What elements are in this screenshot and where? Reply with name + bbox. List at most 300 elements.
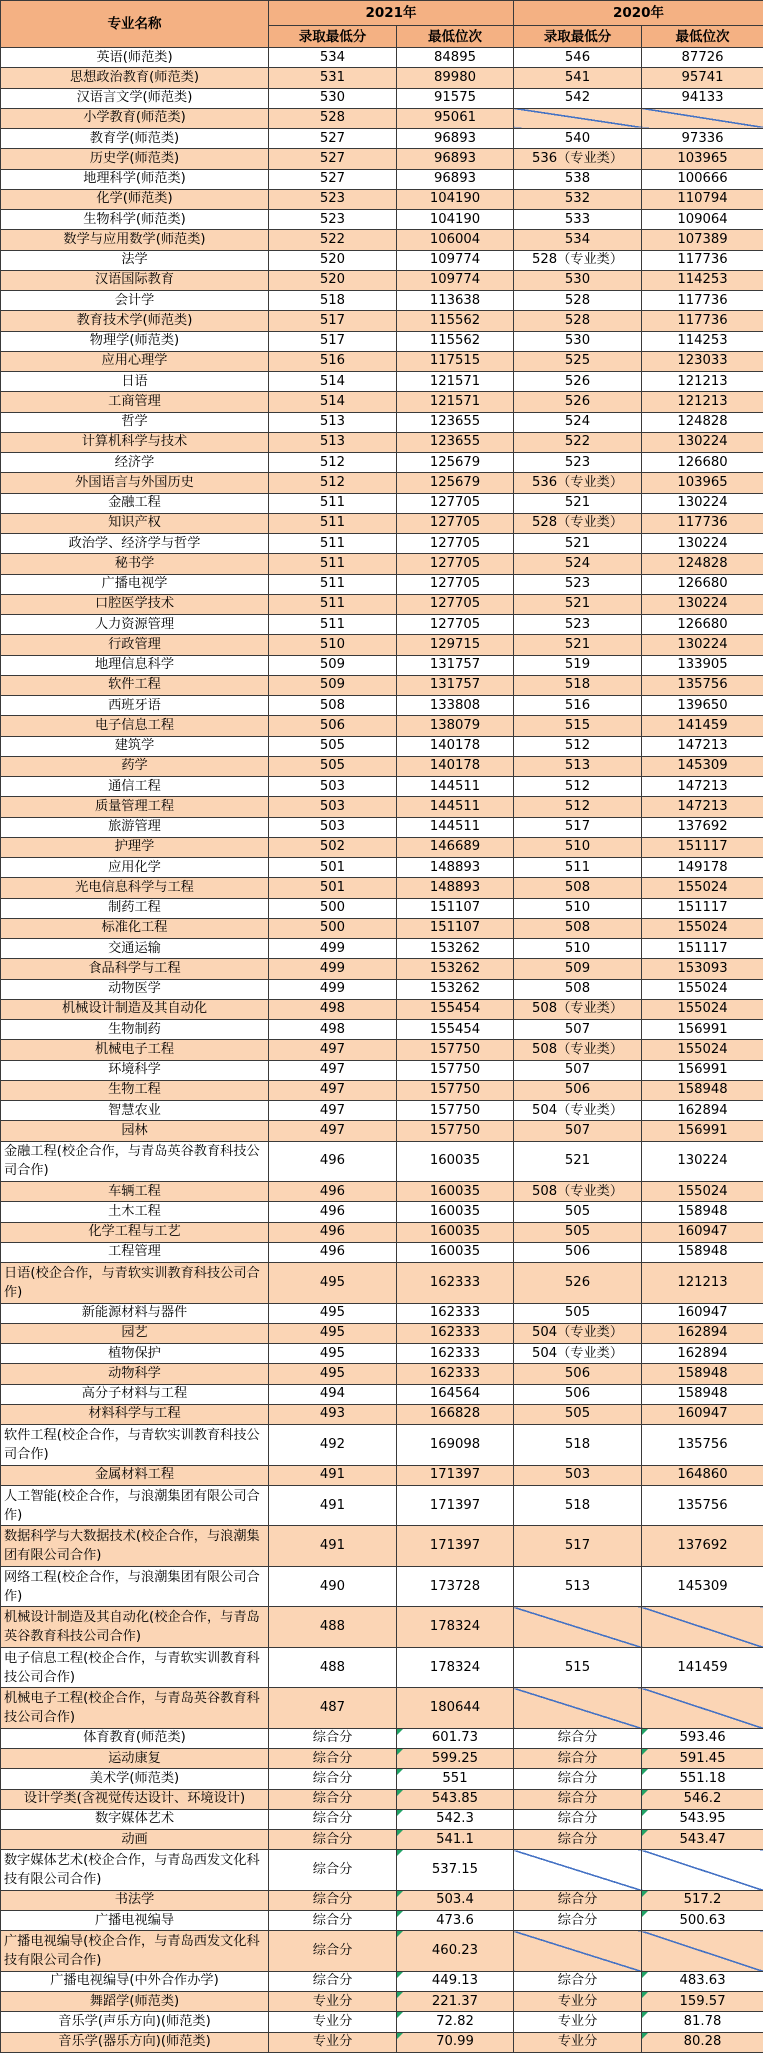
- min-score-2021-cell: 503: [269, 777, 397, 797]
- min-score-2020-cell: 523: [514, 615, 642, 635]
- min-score-2021-cell: 496: [269, 1242, 397, 1262]
- header-year-2021: 2021年: [269, 1, 514, 26]
- min-rank-2020-cell: [642, 108, 763, 128]
- min-rank-2021-cell: 473.6: [397, 1911, 514, 1931]
- table-row: [1, 88, 763, 108]
- min-score-2021-cell: 509: [269, 675, 397, 695]
- major-name-cell: 音乐学(器乐方向)(师范类): [1, 2032, 269, 2052]
- min-rank-2021-cell: 541.1: [397, 1830, 514, 1850]
- min-score-2021-cell: 511: [269, 594, 397, 614]
- min-score-2021-cell: 498: [269, 1020, 397, 1040]
- min-rank-2020-cell: 117736: [642, 513, 763, 533]
- min-rank-2020-cell: 114253: [642, 331, 763, 351]
- min-rank-2021-cell: 91575: [397, 88, 514, 108]
- min-rank-2021-cell: 127705: [397, 534, 514, 554]
- min-rank-2021-cell: 537.15: [397, 1850, 514, 1891]
- min-score-2020-cell: 512: [514, 797, 642, 817]
- min-score-2020-cell: 503: [514, 1465, 642, 1485]
- min-rank-2020-cell: 162894: [642, 1344, 763, 1364]
- min-score-2021-cell: 527: [269, 129, 397, 149]
- major-name-cell: 广播电视编导(中外合作办学): [1, 1971, 269, 1991]
- major-name-cell: 环境科学: [1, 1060, 269, 1080]
- major-name-cell: 秘书学: [1, 554, 269, 574]
- major-name-cell: 口腔医学技术: [1, 594, 269, 614]
- min-rank-2020-cell: 124828: [642, 412, 763, 432]
- min-rank-2021-cell: 599.25: [397, 1749, 514, 1769]
- major-name-cell: 交通运输: [1, 939, 269, 959]
- min-rank-2020-cell: 160947: [642, 1303, 763, 1323]
- major-name-cell: 动物科学: [1, 1364, 269, 1384]
- major-name-cell: 广播电视学: [1, 574, 269, 594]
- table-row: [1, 1911, 763, 1931]
- min-score-2021-cell: 综合分: [269, 1809, 397, 1829]
- min-rank-2020-cell: 155024: [642, 1040, 763, 1060]
- major-name-cell: 数据科学与大数据技术(校企合作，与浪潮集团有限公司合作): [1, 1526, 269, 1567]
- min-score-2020-cell: 综合分: [514, 1728, 642, 1748]
- table-row: [1, 1020, 763, 1040]
- table-row: [1, 615, 763, 635]
- min-rank-2020-cell: 158948: [642, 1384, 763, 1404]
- table-row: [1, 2012, 763, 2032]
- major-name-cell: 车辆工程: [1, 1182, 269, 1202]
- major-name-cell: 教育技术学(师范类): [1, 311, 269, 331]
- major-name-cell: 汉语国际教育: [1, 270, 269, 290]
- min-score-2020-cell: 505: [514, 1404, 642, 1424]
- min-rank-2021-cell: 96893: [397, 149, 514, 169]
- table-row: [1, 1384, 763, 1404]
- min-rank-2020-cell: 593.46: [642, 1728, 763, 1748]
- min-rank-2021-cell: 109774: [397, 250, 514, 270]
- min-rank-2021-cell: 127705: [397, 513, 514, 533]
- min-score-2021-cell: 518: [269, 291, 397, 311]
- min-score-2020-cell: 526: [514, 372, 642, 392]
- min-score-2020-cell: 504（专业类）: [514, 1344, 642, 1364]
- min-rank-2020-cell: 103965: [642, 473, 763, 493]
- min-rank-2020-cell: 151117: [642, 939, 763, 959]
- min-rank-2021-cell: 115562: [397, 311, 514, 331]
- min-rank-2020-cell: 109064: [642, 210, 763, 230]
- table-row: [1, 1060, 763, 1080]
- min-score-2021-cell: 496: [269, 1202, 397, 1222]
- min-score-2021-cell: 511: [269, 534, 397, 554]
- min-score-2021-cell: 487: [269, 1688, 397, 1729]
- major-name-cell: 知识产权: [1, 513, 269, 533]
- min-score-2021-cell: 511: [269, 493, 397, 513]
- min-rank-2020-cell: 147213: [642, 777, 763, 797]
- table-row: [1, 736, 763, 756]
- min-rank-2021-cell: 84895: [397, 48, 514, 68]
- min-score-2021-cell: 500: [269, 898, 397, 918]
- min-score-2021-cell: 497: [269, 1060, 397, 1080]
- min-score-2020-cell: 519: [514, 655, 642, 675]
- major-name-cell: 数学与应用数学(师范类): [1, 230, 269, 250]
- table-row: [1, 311, 763, 331]
- min-rank-2021-cell: 160035: [397, 1242, 514, 1262]
- table-row: [1, 210, 763, 230]
- min-score-2021-cell: 501: [269, 858, 397, 878]
- min-rank-2020-cell: 121213: [642, 392, 763, 412]
- min-score-2020-cell: 526: [514, 392, 642, 412]
- min-score-2021-cell: 497: [269, 1101, 397, 1121]
- min-score-2021-cell: 531: [269, 68, 397, 88]
- major-name-cell: 食品科学与工程: [1, 959, 269, 979]
- major-name-cell: 会计学: [1, 291, 269, 311]
- min-rank-2020-cell: 483.63: [642, 1971, 763, 1991]
- min-score-2021-cell: 511: [269, 574, 397, 594]
- major-name-cell: 数字媒体艺术: [1, 1809, 269, 1829]
- major-name-cell: 日语(校企合作，与青软实训教育科技公司合作): [1, 1263, 269, 1304]
- min-rank-2021-cell: 157750: [397, 1101, 514, 1121]
- major-name-cell: 音乐学(声乐方向)(师范类): [1, 2012, 269, 2032]
- min-rank-2021-cell: 144511: [397, 817, 514, 837]
- min-rank-2020-cell: 133905: [642, 655, 763, 675]
- min-score-2021-cell: 综合分: [269, 1789, 397, 1809]
- min-score-2020-cell: 506: [514, 1364, 642, 1384]
- min-rank-2021-cell: 449.13: [397, 1971, 514, 1991]
- min-rank-2020-cell: 130224: [642, 1141, 763, 1182]
- min-score-2020-cell: 507: [514, 1121, 642, 1141]
- min-score-2021-cell: 495: [269, 1303, 397, 1323]
- table-row: [1, 1526, 763, 1567]
- major-name-cell: 机械电子工程(校企合作，与青岛英谷教育科技公司合作): [1, 1688, 269, 1729]
- min-rank-2021-cell: 127705: [397, 594, 514, 614]
- min-rank-2021-cell: 146689: [397, 837, 514, 857]
- table-row: [1, 1607, 763, 1648]
- min-score-2020-cell: 507: [514, 1060, 642, 1080]
- min-rank-2021-cell: 151107: [397, 898, 514, 918]
- min-score-2021-cell: 523: [269, 210, 397, 230]
- min-rank-2020-cell: 158948: [642, 1364, 763, 1384]
- min-score-2021-cell: 513: [269, 432, 397, 452]
- table-row: [1, 797, 763, 817]
- min-rank-2020-cell: 147213: [642, 797, 763, 817]
- min-score-2020-cell: 508（专业类）: [514, 1182, 642, 1202]
- min-score-2020-cell: 518: [514, 1485, 642, 1526]
- min-rank-2021-cell: 551: [397, 1769, 514, 1789]
- min-rank-2021-cell: 543.85: [397, 1789, 514, 1809]
- min-rank-2020-cell: 149178: [642, 858, 763, 878]
- min-score-2020-cell: 511: [514, 858, 642, 878]
- min-rank-2020-cell: 130224: [642, 432, 763, 452]
- table-row: [1, 250, 763, 270]
- min-rank-2021-cell: 178324: [397, 1607, 514, 1648]
- min-score-2020-cell: 综合分: [514, 1769, 642, 1789]
- table-row: [1, 1850, 763, 1891]
- major-name-cell: 日语: [1, 372, 269, 392]
- min-rank-2020-cell: 156991: [642, 1121, 763, 1141]
- min-rank-2021-cell: 153262: [397, 939, 514, 959]
- min-rank-2021-cell: 178324: [397, 1647, 514, 1688]
- min-rank-2020-cell: 117736: [642, 311, 763, 331]
- min-score-2021-cell: 527: [269, 149, 397, 169]
- table-row: [1, 1263, 763, 1304]
- header-min-rank-2020: 最低位次: [642, 26, 763, 48]
- major-name-cell: 软件工程(校企合作，与青软实训教育科技公司合作): [1, 1425, 269, 1466]
- min-rank-2020-cell: 546.2: [642, 1789, 763, 1809]
- min-rank-2020-cell: 94133: [642, 88, 763, 108]
- major-name-cell: 生物制药: [1, 1020, 269, 1040]
- major-name-cell: 动画: [1, 1830, 269, 1850]
- min-score-2020-cell: 506: [514, 1242, 642, 1262]
- min-rank-2021-cell: 460.23: [397, 1931, 514, 1972]
- min-rank-2020-cell: 155024: [642, 878, 763, 898]
- min-score-2021-cell: 505: [269, 756, 397, 776]
- min-score-2020-cell: 521: [514, 1141, 642, 1182]
- min-rank-2020-cell: [642, 1688, 763, 1729]
- table-row: [1, 817, 763, 837]
- table-row: [1, 1992, 763, 2012]
- min-rank-2021-cell: 157750: [397, 1080, 514, 1100]
- table-row: [1, 48, 763, 68]
- major-name-cell: 旅游管理: [1, 817, 269, 837]
- table-row: [1, 1688, 763, 1729]
- min-rank-2021-cell: 148893: [397, 878, 514, 898]
- min-score-2020-cell: 533: [514, 210, 642, 230]
- table-row: [1, 1769, 763, 1789]
- major-name-cell: 地理信息科学: [1, 655, 269, 675]
- min-score-2020-cell: 521: [514, 635, 642, 655]
- min-score-2020-cell: 523: [514, 574, 642, 594]
- header-min-score-2021: 录取最低分: [269, 26, 397, 48]
- min-rank-2021-cell: 171397: [397, 1485, 514, 1526]
- min-rank-2020-cell: 80.28: [642, 2032, 763, 2052]
- min-rank-2021-cell: 127705: [397, 615, 514, 635]
- table-row: [1, 1303, 763, 1323]
- min-score-2021-cell: 512: [269, 473, 397, 493]
- min-score-2020-cell: 536（专业类）: [514, 473, 642, 493]
- min-score-2020-cell: 521: [514, 534, 642, 554]
- table-row: [1, 1789, 763, 1809]
- min-rank-2021-cell: 123655: [397, 412, 514, 432]
- min-score-2020-cell: 513: [514, 756, 642, 776]
- min-score-2021-cell: 514: [269, 392, 397, 412]
- table-row: [1, 412, 763, 432]
- major-name-cell: 生物工程: [1, 1080, 269, 1100]
- min-score-2021-cell: 495: [269, 1263, 397, 1304]
- table-row: [1, 1566, 763, 1607]
- header-year-2020: 2020年: [514, 1, 763, 26]
- major-name-cell: 园林: [1, 1121, 269, 1141]
- min-rank-2021-cell: 542.3: [397, 1809, 514, 1829]
- min-rank-2021-cell: 153262: [397, 959, 514, 979]
- min-score-2021-cell: 495: [269, 1344, 397, 1364]
- table-row: [1, 1485, 763, 1526]
- min-rank-2020-cell: 123033: [642, 351, 763, 371]
- min-rank-2021-cell: 109774: [397, 270, 514, 290]
- min-score-2020-cell: 518: [514, 675, 642, 695]
- min-score-2020-cell: [514, 1688, 642, 1729]
- min-score-2021-cell: 496: [269, 1222, 397, 1242]
- table-row: [1, 1344, 763, 1364]
- table-body: [1, 48, 763, 2053]
- min-score-2021-cell: 488: [269, 1607, 397, 1648]
- min-rank-2020-cell: 135756: [642, 1425, 763, 1466]
- min-rank-2020-cell: 551.18: [642, 1769, 763, 1789]
- min-rank-2020-cell: 591.45: [642, 1749, 763, 1769]
- min-score-2021-cell: 509: [269, 655, 397, 675]
- min-rank-2020-cell: 162894: [642, 1101, 763, 1121]
- min-score-2020-cell: 521: [514, 493, 642, 513]
- min-score-2020-cell: 综合分: [514, 1911, 642, 1931]
- major-name-cell: 英语(师范类): [1, 48, 269, 68]
- min-rank-2020-cell: 147213: [642, 736, 763, 756]
- min-rank-2020-cell: 117736: [642, 291, 763, 311]
- min-score-2021-cell: 503: [269, 797, 397, 817]
- min-rank-2020-cell: 158948: [642, 1080, 763, 1100]
- major-name-cell: 数字媒体艺术(校企合作，与青岛西发文化科技有限公司合作): [1, 1850, 269, 1891]
- table-row: [1, 1202, 763, 1222]
- min-score-2021-cell: 499: [269, 959, 397, 979]
- table-row: [1, 1242, 763, 1262]
- min-score-2020-cell: 综合分: [514, 1890, 642, 1910]
- min-rank-2020-cell: 141459: [642, 716, 763, 736]
- min-score-2020-cell: 528: [514, 311, 642, 331]
- min-score-2021-cell: 516: [269, 351, 397, 371]
- min-score-2020-cell: 525: [514, 351, 642, 371]
- min-score-2020-cell: 530: [514, 270, 642, 290]
- min-score-2020-cell: 512: [514, 777, 642, 797]
- min-score-2021-cell: 综合分: [269, 1971, 397, 1991]
- min-rank-2020-cell: 130224: [642, 594, 763, 614]
- major-name-cell: 化学(师范类): [1, 189, 269, 209]
- table-row: [1, 1830, 763, 1850]
- min-rank-2020-cell: [642, 1931, 763, 1972]
- min-score-2021-cell: 497: [269, 1080, 397, 1100]
- min-score-2020-cell: [514, 1850, 642, 1891]
- major-name-cell: 生物科学(师范类): [1, 210, 269, 230]
- min-score-2020-cell: 528（专业类）: [514, 250, 642, 270]
- min-rank-2020-cell: 135756: [642, 1485, 763, 1526]
- min-rank-2021-cell: 117515: [397, 351, 514, 371]
- min-rank-2021-cell: 166828: [397, 1404, 514, 1424]
- table-row: [1, 837, 763, 857]
- major-name-cell: 体育教育(师范类): [1, 1728, 269, 1748]
- min-score-2021-cell: 综合分: [269, 1769, 397, 1789]
- min-score-2020-cell: 517: [514, 1526, 642, 1567]
- min-score-2021-cell: 专业分: [269, 1992, 397, 2012]
- min-score-2021-cell: 497: [269, 1121, 397, 1141]
- table-row: [1, 1080, 763, 1100]
- table-row: [1, 999, 763, 1019]
- min-score-2021-cell: 511: [269, 513, 397, 533]
- min-score-2021-cell: 497: [269, 1040, 397, 1060]
- min-rank-2021-cell: 148893: [397, 858, 514, 878]
- table-row: [1, 68, 763, 88]
- min-score-2021-cell: 512: [269, 453, 397, 473]
- min-score-2021-cell: 495: [269, 1323, 397, 1343]
- table-row: [1, 594, 763, 614]
- min-score-2021-cell: 491: [269, 1526, 397, 1567]
- min-score-2021-cell: 511: [269, 554, 397, 574]
- major-name-cell: 历史学(师范类): [1, 149, 269, 169]
- min-rank-2021-cell: 160035: [397, 1182, 514, 1202]
- min-score-2020-cell: 506: [514, 1384, 642, 1404]
- min-score-2021-cell: 527: [269, 169, 397, 189]
- min-rank-2020-cell: 151117: [642, 898, 763, 918]
- table-row: [1, 372, 763, 392]
- min-score-2020-cell: 专业分: [514, 1992, 642, 2012]
- min-score-2020-cell: 504（专业类）: [514, 1101, 642, 1121]
- min-rank-2021-cell: 169098: [397, 1425, 514, 1466]
- major-name-cell: 人工智能(校企合作，与浪潮集团有限公司合作): [1, 1485, 269, 1526]
- min-score-2020-cell: 专业分: [514, 2032, 642, 2052]
- min-score-2020-cell: 508: [514, 979, 642, 999]
- table-row: [1, 453, 763, 473]
- min-score-2021-cell: 491: [269, 1465, 397, 1485]
- major-name-cell: 广播电视编导(校企合作，与青岛西发文化科技有限公司合作): [1, 1931, 269, 1972]
- major-name-cell: 运动康复: [1, 1749, 269, 1769]
- min-score-2020-cell: 530: [514, 331, 642, 351]
- min-score-2020-cell: 526: [514, 1263, 642, 1304]
- min-rank-2021-cell: 160035: [397, 1222, 514, 1242]
- min-rank-2021-cell: 144511: [397, 797, 514, 817]
- min-score-2021-cell: 503: [269, 817, 397, 837]
- min-rank-2021-cell: 121571: [397, 372, 514, 392]
- min-score-2020-cell: 541: [514, 68, 642, 88]
- table-row: [1, 878, 763, 898]
- major-name-cell: 化学工程与工艺: [1, 1222, 269, 1242]
- min-score-2020-cell: 504（专业类）: [514, 1323, 642, 1343]
- major-name-cell: 思想政治教育(师范类): [1, 68, 269, 88]
- min-score-2020-cell: 532: [514, 189, 642, 209]
- min-rank-2021-cell: 127705: [397, 574, 514, 594]
- min-rank-2020-cell: 107389: [642, 230, 763, 250]
- header-min-score-2020: 录取最低分: [514, 26, 642, 48]
- min-rank-2021-cell: 144511: [397, 777, 514, 797]
- min-score-2021-cell: 511: [269, 615, 397, 635]
- min-rank-2021-cell: 127705: [397, 554, 514, 574]
- min-rank-2021-cell: 153262: [397, 979, 514, 999]
- min-rank-2020-cell: 117736: [642, 250, 763, 270]
- min-rank-2021-cell: 89980: [397, 68, 514, 88]
- min-rank-2020-cell: 81.78: [642, 2012, 763, 2032]
- table-row: [1, 574, 763, 594]
- major-name-cell: 动物医学: [1, 979, 269, 999]
- table-row: [1, 1323, 763, 1343]
- table-row: [1, 169, 763, 189]
- min-rank-2020-cell: 156991: [642, 1060, 763, 1080]
- min-score-2021-cell: 505: [269, 736, 397, 756]
- min-score-2020-cell: 505: [514, 1202, 642, 1222]
- table-row: [1, 716, 763, 736]
- table-row: [1, 635, 763, 655]
- min-rank-2020-cell: 95741: [642, 68, 763, 88]
- min-rank-2020-cell: 164860: [642, 1465, 763, 1485]
- min-rank-2021-cell: 155454: [397, 999, 514, 1019]
- min-score-2021-cell: 专业分: [269, 2012, 397, 2032]
- major-name-cell: 标准化工程: [1, 918, 269, 938]
- min-rank-2020-cell: 137692: [642, 1526, 763, 1567]
- min-rank-2021-cell: 140178: [397, 736, 514, 756]
- major-name-cell: 机械设计制造及其自动化(校企合作，与青岛英谷教育科技公司合作): [1, 1607, 269, 1648]
- min-score-2020-cell: 515: [514, 1647, 642, 1688]
- major-name-cell: 机械设计制造及其自动化: [1, 999, 269, 1019]
- table-row: [1, 473, 763, 493]
- min-score-2020-cell: 510: [514, 837, 642, 857]
- major-name-cell: 园艺: [1, 1323, 269, 1343]
- min-score-2020-cell: 521: [514, 594, 642, 614]
- min-score-2021-cell: 493: [269, 1404, 397, 1424]
- min-score-2020-cell: 516: [514, 696, 642, 716]
- table-row: [1, 554, 763, 574]
- min-rank-2021-cell: 151107: [397, 918, 514, 938]
- min-score-2020-cell: [514, 1931, 642, 1972]
- major-name-cell: 教育学(师范类): [1, 129, 269, 149]
- major-name-cell: 书法学: [1, 1890, 269, 1910]
- min-score-2021-cell: 综合分: [269, 1830, 397, 1850]
- table-row: [1, 351, 763, 371]
- min-rank-2021-cell: 72.82: [397, 2012, 514, 2032]
